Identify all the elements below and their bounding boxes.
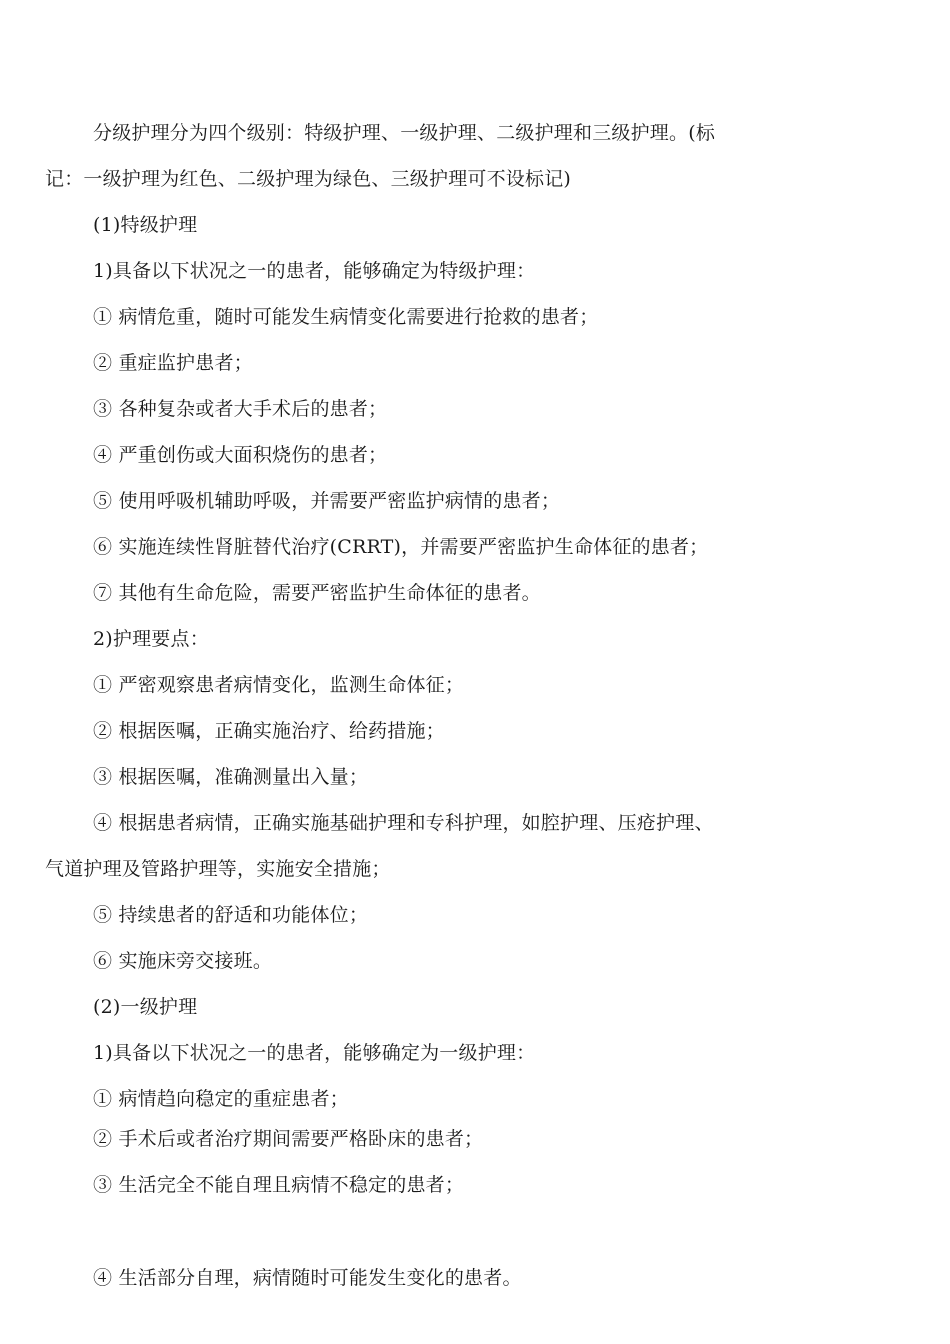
list-item: ④ 根据患者病情，正确实施基础护理和专科护理，如腔护理、压疮护理、 xyxy=(93,812,714,834)
list-item: ③ 根据医嘱，准确测量出入量； xyxy=(93,766,369,788)
list-item: ② 手术后或者治疗期间需要严格卧床的患者； xyxy=(93,1128,484,1150)
section-heading-special: (1)特级护理 xyxy=(93,214,198,236)
list-item: ② 根据医嘱，正确实施治疗、给药措施； xyxy=(93,720,445,742)
list-item: ① 病情趋向稳定的重症患者； xyxy=(93,1088,349,1110)
list-item: ⑤ 使用呼吸机辅助呼吸，并需要严密监护病情的患者； xyxy=(93,490,561,512)
list-item: ③ 各种复杂或者大手术后的患者； xyxy=(93,398,388,420)
list-item: ⑥ 实施连续性肾脏替代治疗(CRRT)，并需要严密监护生命体征的患者； xyxy=(93,536,709,558)
list-item: ④ 严重创伤或大面积烧伤的患者； xyxy=(93,444,388,466)
list-item: ① 严密观察患者病情变化，监测生命体征； xyxy=(93,674,465,696)
intro-line-2: 记：一级护理为红色、二级护理为绿色、三级护理可不设标记) xyxy=(45,168,572,190)
nursing-points-heading: 2)护理要点： xyxy=(93,628,209,650)
list-item: ③ 生活完全不能自理且病情不稳定的患者； xyxy=(93,1174,465,1196)
list-item: ⑥ 实施床旁交接班。 xyxy=(93,950,273,972)
criteria-heading: 1)具备以下状况之一的患者，能够确定为特级护理： xyxy=(93,260,536,282)
list-item: ⑦ 其他有生命危险，需要严密监护生命体征的患者。 xyxy=(93,582,541,604)
list-item: ① 病情危重，随时可能发生病情变化需要进行抢救的患者； xyxy=(93,306,599,328)
section-heading-level1: (2)一级护理 xyxy=(93,996,198,1018)
list-item-continuation: 气道护理及管路护理等，实施安全措施； xyxy=(45,858,391,880)
list-item: ② 重症监护患者； xyxy=(93,352,253,374)
criteria-heading: 1)具备以下状况之一的患者，能够确定为一级护理： xyxy=(93,1042,536,1064)
list-item: ⑤ 持续患者的舒适和功能体位； xyxy=(93,904,369,926)
intro-line-1: 分级护理分为四个级别：特级护理、一级护理、二级护理和三级护理。(标 xyxy=(93,122,716,144)
list-item: ④ 生活部分自理，病情随时可能发生变化的患者。 xyxy=(93,1267,522,1289)
